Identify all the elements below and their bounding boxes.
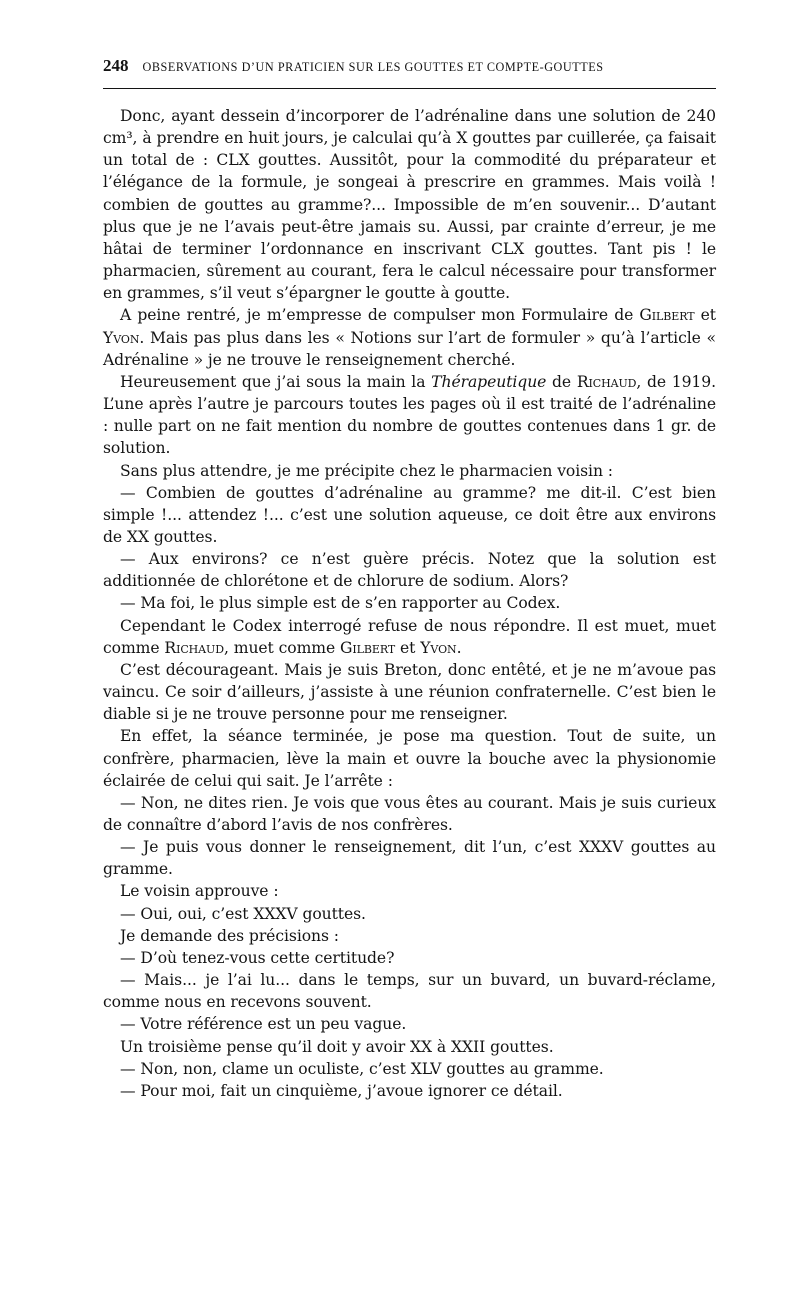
- page-number: 248: [103, 56, 129, 75]
- paragraph: — Oui, oui, c’est XXXV gouttes.: [120, 904, 366, 923]
- paragraph: — Combien de gouttes d’adrénaline au gramme? me dit-il. C’est bien simple !... attendez !... c’est une solution aqueuse, ce doit être aux environs de XX gouttes.: [103, 483, 716, 546]
- paragraph: Le voisin approuve :: [120, 882, 279, 901]
- paragraph: — Votre référence est un peu vague.: [120, 1015, 407, 1034]
- paragraph: A peine rentré, je m’empresse de compulser mon Formulaire de Gilbert et Yvon. Mais pas plus dans les « Notions sur l’art de formuler » qu’à l’article « Adrénaline » je ne trouve le renseignement cherché.: [103, 306, 716, 369]
- paragraph: Heureusement que j’ai sous la main la Thérapeutique de Richaud, de 1919. L’une après l’autre je parcours toutes les pages où il est traité de l’adrénaline : nulle part on ne fait mention du nombre de gouttes contenues dans 1 gr. de solution.: [103, 372, 716, 458]
- running-title: OBSERVATIONS D’UN PRATICIEN SUR LES GOUTTES ET COMPTE-GOUTTES: [142, 60, 604, 74]
- paragraph: Je demande des précisions :: [120, 926, 339, 945]
- paragraph: — Ma foi, le plus simple est de s’en rapporter au Codex.: [120, 594, 561, 613]
- book-title: Thérapeutique: [431, 372, 547, 391]
- header-rule: [103, 88, 716, 89]
- paragraph: — Non, ne dites rien. Je vois que vous êtes au courant. Mais je suis curieux de connaître d’abord l’avis de nos confrères.: [103, 793, 716, 834]
- author-name: Richaud: [576, 372, 637, 391]
- paragraph: En effet, la séance terminée, je pose ma question. Tout de suite, un confrère, pharmacien, lève la main et ouvre la bouche avec la physionomie éclairée de celui qui sait. Je l’arrête :: [103, 727, 716, 790]
- author-name: Gilbert: [639, 306, 695, 325]
- paragraph: Cependant le Codex interrogé refuse de nous répondre. Il est muet, muet comme Richaud, muet comme Gilbert et Yvon.: [103, 616, 716, 657]
- paragraph: Sans plus attendre, je me précipite chez le pharmacien voisin :: [120, 461, 613, 480]
- paragraph: — D’où tenez-vous cette certitude?: [120, 948, 395, 967]
- body-text: [103, 105, 716, 1102]
- paragraph: — Pour moi, fait un cinquième, j’avoue ignorer ce détail.: [120, 1081, 563, 1100]
- book-page: [103, 56, 716, 1102]
- paragraph: — Mais... je l’ai lu... dans le temps, sur un buvard, un buvard-réclame, comme nous en recevons souvent.: [103, 971, 716, 1012]
- paragraph: Un troisième pense qu’il doit y avoir XX à XXII gouttes.: [120, 1037, 554, 1056]
- paragraph: Donc, ayant dessein d’incorporer de l’adrénaline dans une solution de 240 cm³, à prendre en huit jours, je calculai qu’à X gouttes par cuillerée, ça faisait un total de : CLX gouttes. Aussitôt, pour la commodité du préparateur et l’élégance de la formule, je songeai à prescrire en grammes. Mais voilà ! combien de gouttes au gramme?... Impossible de m’en souvenir... D’autant plus que je ne l’avais peut-être jamais su. Aussi, par crainte d’erreur, je me hâtai de terminer l’ordonnance en inscrivant CLX gouttes. Tant pis ! le pharmacien, sûrement au courant, fera le calcul nécessaire pour transformer en grammes, s’il veut s’épargner le goutte à goutte.: [103, 107, 716, 303]
- author-name: Yvon: [103, 328, 140, 347]
- author-name: Richaud: [164, 638, 224, 657]
- author-name: Gilbert: [340, 638, 396, 657]
- paragraph: — Aux environs? ce n’est guère précis. Notez que la solution est additionnée de chlorétone et de chlorure de sodium. Alors?: [103, 550, 716, 591]
- paragraph: — Je puis vous donner le renseignement, dit l’un, c’est XXXV gouttes au gramme.: [103, 838, 716, 879]
- running-head: [103, 56, 716, 82]
- author-name: Yvon: [420, 638, 457, 657]
- paragraph: — Non, non, clame un oculiste, c’est XLV gouttes au gramme.: [120, 1059, 604, 1078]
- paragraph: C’est décourageant. Mais je suis Breton, donc entêté, et je ne m’avoue pas vaincu. Ce soir d’ailleurs, j’assiste à une réunion confraternelle. C’est bien le diable si je ne trouve personne pour me renseigner.: [103, 660, 716, 724]
